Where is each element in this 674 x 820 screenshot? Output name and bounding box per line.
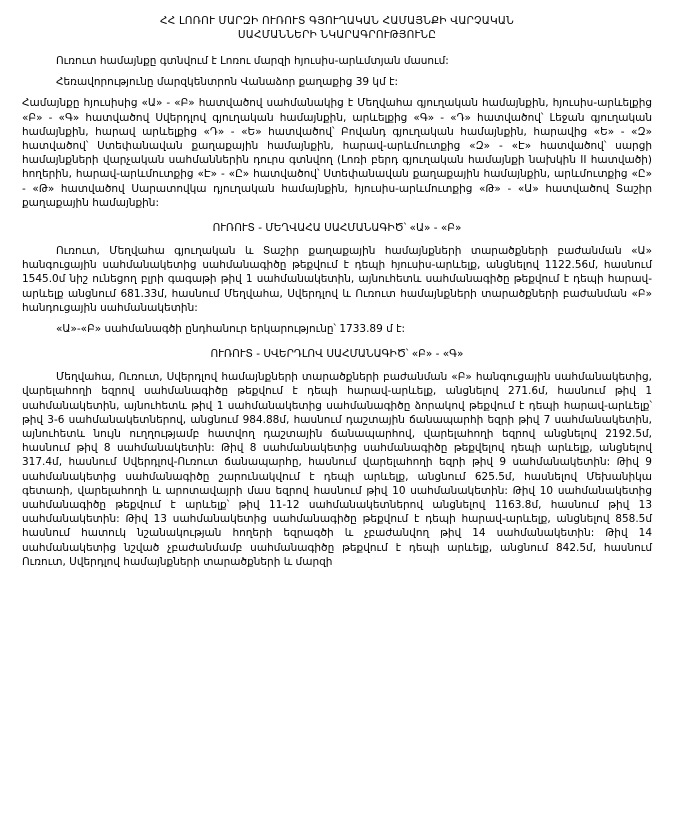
paragraph-boundary-description: Համայնքը հյուսիսից «Ա» - «Բ» հատվածով սահմանակից է Մեղվահա գյուղական համայնքին, հյուսիս-արևելքից «Բ» - «Գ» հատվածով Սվերդլով գյուղական համայնքին, արևելքից «Գ» - «Դ» հատվածով՝ Լեջան գյուղական համայնքին, հարավ արևելքից «Դ» - «Ե» հատվածով՝ Բովանդ գյուղական համայնքին, հարավից «Ե» - «Զ» հատվածով՝ Ստեփանավան քաղաքային համայնքին, հարավ-արևմուտքից «Զ» - «Է» հատվածով՝ սարցի համայնքների վարչական սահմաններին դուրս գտնվող (Լոռի բերդ գյուղական համայնքի նախկին II հատվածի) հողերին, հարավ-արևմուտքից «Է» - «Ը» հատվածով՝ Ստեփանավան քաղաքային համայնքին, արևմուտքից «Ը» - «Թ» հատվածով Սարատովկա դյուղական համայնքին, հյուսիս-արևմուտքից «Թ» - «Ա» հատվածով Տաշիր քաղաքային համայնքին: xyxy=(22,97,652,209)
paragraph-distance-note: Հեռավորությունը մարզկենտրոն Վանաձոր քաղաքից 39 կմ է: xyxy=(56,76,399,89)
page-title-line-1: ՀՀ ԼՈՌՈՒ ՄԱՐԶԻ ՈՒՌՈՒՏ ԳՅՈՒՂԱԿԱՆ ՀԱՄԱՅՆՔԻ ՎԱՐՉԱԿԱՆ xyxy=(160,15,514,27)
paragraph-intro-location: Ուռուտ համայնքը գտնվում է Լոռու մարզի հյուսիս-արևմտյան մասում: xyxy=(56,55,449,67)
section-heading-bg: ՈՒՌՈՒՏ - ՍՎԵՐԴԼՈՎ ՍԱՀՄԱՆԱԳԻԾ՝ «Բ» - «Գ» xyxy=(210,348,464,361)
page-title xyxy=(22,14,652,42)
page-title-line-2: ՍԱՀՄԱՆՆԵՐԻ ՆԿԱՐԱԳՐՈՒԹՅՈՒՆԸ xyxy=(237,29,437,41)
section-heading-ab: ՈՒՌՈՒՏ - ՄԵՂՎԱՀԱ ՍԱՀՄԱՆԱԳԻԾ՝ «Ա» - «Բ» xyxy=(212,222,462,235)
paragraph-section-bg-body: Մեղվահա, Ուռուտ, Սվերդլով համայնքների տարածքների բաժանման «Բ» հանգուցային սահմանակետից, վարելահողի եզրով սահմանագիծը թեքվում է դեպի հարավ-արևելք, անցնելով 271.6մ, հասնում թիվ 1 սահմանակետին, այնուհետև թիվ 1 սահմանակետից սահմանագիծը ձորակով թեքվում է դեպի հարավ-արևելք՝ թիվ 3-6 սահմանակետներով, անցնում 984.88մ, հասնում դաշտային ճանապարհի եզրի թիվ 7 սահմանակետին, այնուհետև նույն ուղղությամբ հատվող դաշտային ճանապարհով, վարելահողի եզրով անցնելով 2192.5մ, հասնում թիվ 8 սահմանակետին: Թիվ 8 սահմանակետից սահմանագիծը թեքվելով դեպի արևելք, անցնելով 317.4մ, հասնում Սվերդլով-Ուռուտ ճանապարհը, հասնում վարելահողի եզրի թիվ 9 սահմանակետին: Թիվ 9 սահմանակետից սահմանագիծը շարունակվում է դեպի արևելք, անցնում 625.5մ, հասնելով Մեխանիկա գետառի, վարելահողի և արոտավայրի մաս եզրով հասնում թիվ 10 սահմանակետին: Թիվ 10 սահմանակետից սահմանագիծը թեքվում է արևելք՝ թիվ 11-12 սահմանակետներով անցնելով 1163.8մ, հասնում թիվ 13 սահմանակետին: Թիվ 13 սահմանակետից սահմանագիծը թեքվում է դեպի հարավ-արևելք, անցնելով 858.5մ հասնում հատուկ նշանակության հողերի եզրագծի և չբաժանվող թիվ 14 սահմանակետին: Թիվ 14 սահմանակետից նշված չբաժանմամբ սահմանագիծը թեքվում է դեպի արևելք, անցնում 842.5մ, հասնում Ուռուտ, Սվերդլով համայնքների տարածքների և մարզի xyxy=(22,371,652,568)
paragraph-section-ab-length: «Ա»-«Բ» սահմանագծի ընդհանուր երկարությունը՝ 1733.89 մ է: xyxy=(56,323,406,336)
paragraph-section-ab-body: Ուռուտ, Մեղվահա գյուղական և Տաշիր քաղաքային համայնքների տարածքների բաժանման «Ա» հանգուցային սահմանակետից սահմանագիծը թեքվում է դեպի հյուսիս-արևելք, անցնելով 1122.56մ, հասնում 1545.0մ նիշ ունեցող բլրի գագաթի թիվ 1 սահմանակետին, այնուհետև սահմանագիծը թեքվում է դեպի հարավ-արևելք անցնում 681.33մ, հասնում Մեղվահա, Սվերդլով և Ուռուտ համայնքների տարածքների բաժանման «Բ» հանդուցային սահմանակետին: xyxy=(22,245,652,314)
